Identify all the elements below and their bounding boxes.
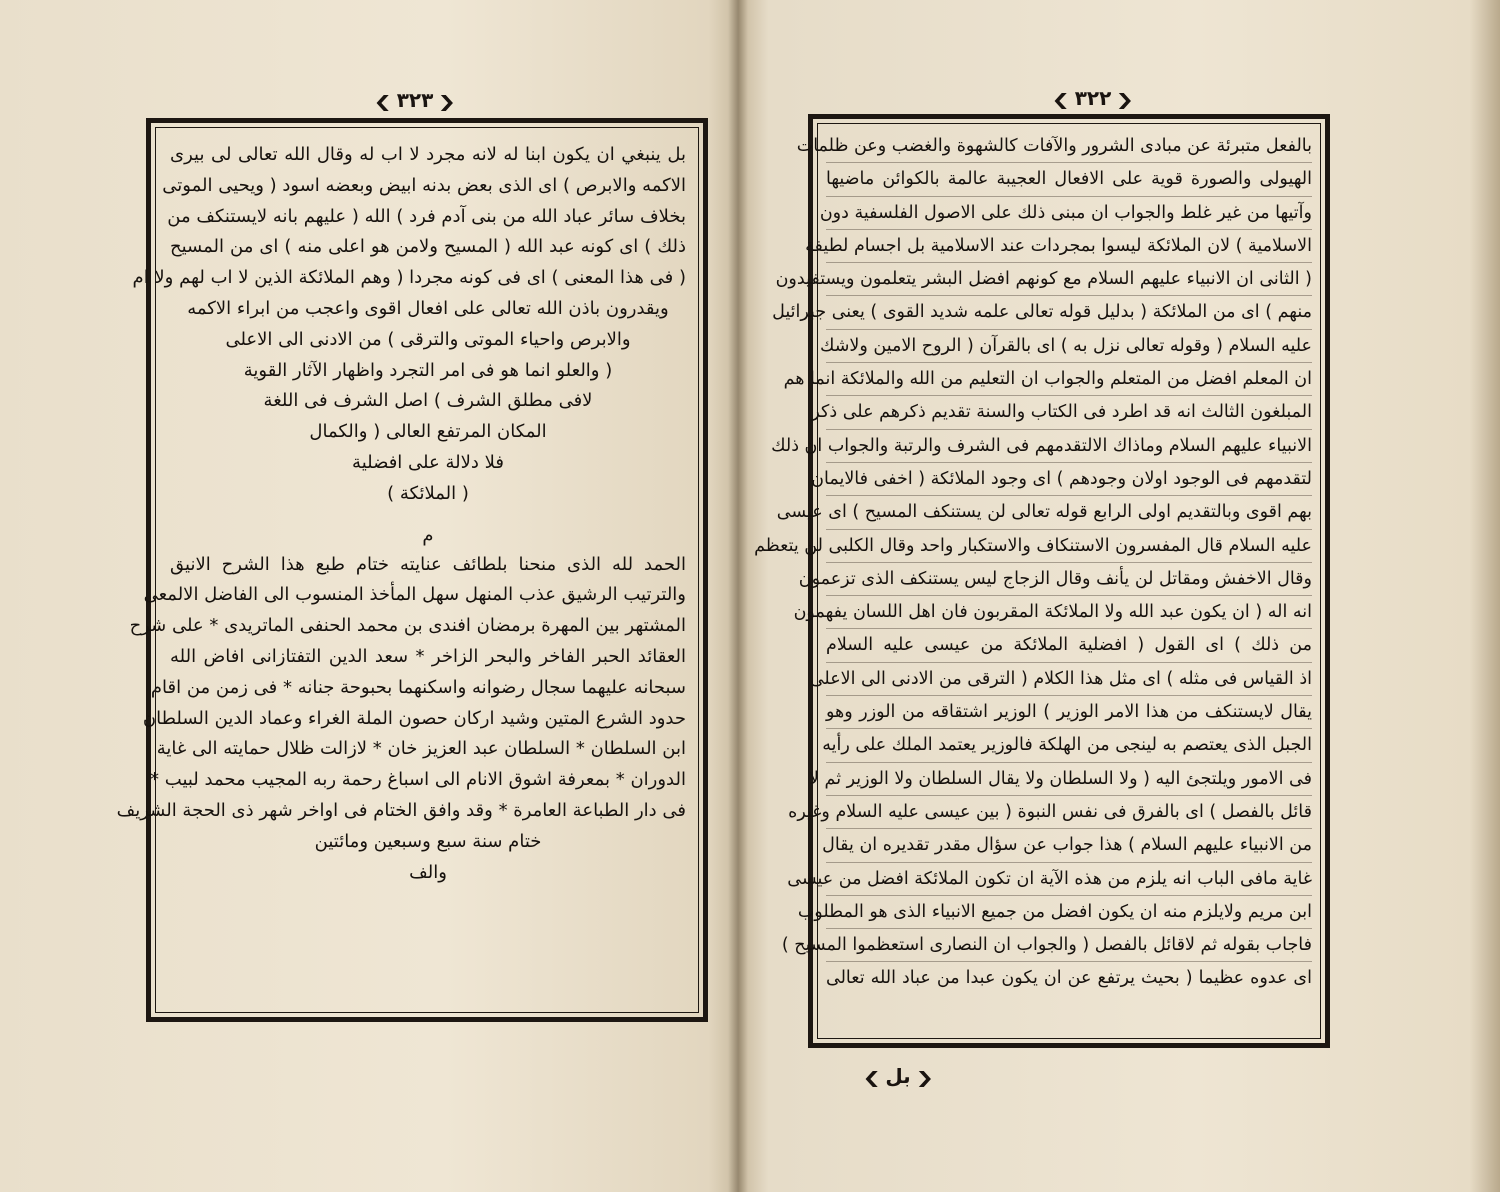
text-line: ذلك ) اى كونه عبد الله ( المسيح ولامن هو اعلى منه ) اى من المسيح	[170, 236, 686, 258]
text-line: غاية مافى الباب انه يلزم من هذه الآية ان تكون الملائكة افضل من عيسى	[826, 863, 1312, 896]
right-page	[738, 0, 1500, 1192]
text-line: ابن مريم ولايلزم منه ان يكون افضل من جميع الانبياء الذى هو المطلوب	[826, 896, 1312, 929]
text-line: والترتيب الرشيق عذب المنهل سهل المأخذ المنسوب الى الفاضل الالمعى	[143, 584, 686, 606]
left-page-text	[116, 140, 686, 888]
text-line: ( الثانى ان الانبياء عليهم السلام مع كونهم افضل البشر يتعلمون ويستفيدون	[826, 263, 1312, 296]
ornament-icon: ❯	[914, 1068, 934, 1087]
text-line: ( الملائكة )	[387, 482, 469, 504]
ornament-icon: ❮	[1051, 90, 1071, 109]
catchword-text: بل	[885, 1064, 911, 1088]
ornament-icon: ❯	[1115, 90, 1135, 109]
text-line: ويقدرون باذن الله تعالى على افعال اقوى واعجب من ابراء الاكمه	[187, 297, 669, 319]
text-line: المشتهر بين المهرة برمضان افندى بن محمد الحنفى الماتريدى * على شرح	[129, 615, 686, 637]
book-gutter	[728, 0, 748, 1192]
ornament-icon: ❮	[862, 1068, 882, 1087]
text-line: الجبل الذى يعتصم به لينجى من الهلكة فالوزير يعتمد الملك على رأيه	[826, 729, 1312, 762]
text-line: الدوران * بمعرفة اشوق الانام الى اسباغ رحمة ربه المجيب محمد لبيب *	[150, 769, 686, 791]
text-line: اذ القياس فى مثله ) اى مثل هذا الكلام ( الترقى من الادنى الى الاعلى	[826, 663, 1312, 696]
text-line: فى الامور ويلتجئ اليه ( ولا السلطان ولا يقال السلطان ولا الوزير ثم لا	[826, 763, 1312, 796]
left-page-number-text: ٣٢٣	[396, 88, 434, 112]
text-line: لافى مطلق الشرف ) اصل الشرف فى اللغة	[263, 390, 593, 412]
text-line: ( والعلو انما هو فى امر التجرد واظهار الآثار القوية	[243, 359, 613, 381]
text-line: الحمد لله الذى منحنا بلطائف عنايته ختام طبع هذا الشرح الانيق	[170, 553, 686, 575]
text-line: العقائد الحبر الفاخر والبحر الزاخر * سعد الدين التفتازانى افاض الله	[170, 645, 686, 667]
text-line: عليه السلام ( وقوله تعالى نزل به ) اى بالقرآن ( الروح الامين ولاشك	[826, 330, 1312, 363]
text-line: الاكمه والابرص ) اى الذى بعض بدنه ابيض وبعضه اسود ( ويحيى الموتى	[162, 174, 686, 196]
text-line: بهم اقوى وبالتقديم اولى الرابع قوله تعالى لن يستنكف المسيح ) اى عيسى	[826, 496, 1312, 529]
text-line: لتقدمهم فى الوجود اولان وجودهم ) اى وجود الملائكة ( اخفى فالايمان	[826, 463, 1312, 496]
text-line: والابرص واحياء الموتى والترقى ) من الادنى الى الاعلى	[225, 328, 631, 350]
text-line: ان المعلم افضل من المتعلم والجواب ان التعليم من الله والملائكة انما هم	[826, 363, 1312, 396]
right-page-text	[754, 130, 1312, 995]
ornament-icon: ❮	[373, 92, 393, 111]
text-line: المكان المرتفع العالى ( والكمال	[309, 421, 547, 443]
text-line: بخلاف سائر عباد الله من بنى آدم فرد ) الله ( عليهم بانه لايستنكف من	[167, 205, 686, 227]
text-line: بل ينبغي ان يكون ابنا له لانه مجرد لا اب له وقال الله تعالى لى بيرى	[170, 144, 686, 165]
text-line: فاجاب بقوله ثم لاقائل بالفصل ( والجواب ان النصارى استعظموا المسيح )	[826, 929, 1312, 962]
text-line: اى عدوه عظيما ( بحيث يرتفع عن ان يكون عبدا من عباد الله تعالى	[826, 968, 1312, 989]
text-line: منهم ) اى من الملائكة ( بدليل قوله تعالى علمه شديد القوى ) يعنى جبرائيل	[826, 296, 1312, 329]
text-line: المبلغون الثالث انه قد اطرد فى الكتاب والسنة تقديم ذكرهم على ذكر	[826, 396, 1312, 429]
text-line: ابن السلطان * السلطان عبد العزيز خان * لازالت ظلال حمايته الى غاية	[156, 738, 686, 760]
text-line: والف	[409, 861, 447, 883]
text-line: فى دار الطباعة العامرة * وقد وافق الختام فى اواخر شهر ذى الحجة الشريف	[116, 799, 686, 821]
catchword	[858, 1064, 938, 1088]
section-mark: م	[422, 524, 434, 546]
text-line: ختام سنة سبع وسبعين ومائتين	[314, 830, 542, 852]
ornament-icon: ❯	[437, 92, 457, 111]
text-line: الانبياء عليهم السلام وماذاك الالتقدمهم فى الشرف والرتبة والجواب ان ذلك	[826, 430, 1312, 463]
text-line: حدود الشرع المتين وشيد اركان حصون الملة الغراء وعماد الدين السلطان	[142, 707, 686, 729]
right-page-number-text: ٣٢٢	[1074, 86, 1112, 110]
text-line: بالفعل متبرئة عن مبادى الشرور والآفات كالشهوة والغضب وعن ظلمات	[826, 130, 1312, 163]
right-page-number	[1038, 86, 1148, 110]
text-line: قائل بالفصل ) اى بالفرق فى نفس النبوة ( بين عيسى عليه السلام وغيره	[826, 796, 1312, 829]
text-line: انه اله ( ان يكون عبد الله ولا الملائكة المقربون فان اهل اللسان يفهمون	[826, 596, 1312, 629]
text-line: الاسلامية ) لان الملائكة ليسوا بمجردات عند الاسلامية بل اجسام لطيفة	[826, 230, 1312, 263]
text-line: سبحانه عليهما سجال رضوانه واسكنهما بحبوحة جنانه * فى زمن من اقام	[150, 676, 686, 698]
text-line: من ذلك ) اى القول ( افضلية الملائكة من عيسى عليه السلام	[826, 629, 1312, 662]
left-page	[0, 0, 738, 1192]
text-line: عليه السلام قال المفسرون الاستنكاف والاستكبار واحد وقال الكلبى لن يتعظم	[826, 530, 1312, 563]
text-line: يقال لايستنكف من هذا الامر الوزير ) الوزير اشتقاقه من الوزر وهو	[826, 696, 1312, 729]
text-line: ( فى هذا المعنى ) اى فى كونه مجردا ( وهم الملائكة الذين لا اب لهم ولا ام	[132, 267, 686, 289]
left-page-number	[360, 88, 470, 112]
text-line: الهيولى والصورة قوية على الافعال العجيبة عالمة بالكوائن ماضيها	[826, 163, 1312, 196]
text-line: فلا دلالة على افضلية	[352, 451, 504, 473]
text-line: وقال الاخفش ومقاتل لن يأنف وقال الزجاج ليس يستنكف الذى تزعمون	[826, 563, 1312, 596]
text-line: من الانبياء عليهم السلام ) هذا جواب عن سؤال مقدر تقديره ان يقال	[826, 829, 1312, 862]
text-line: وآتيها من غير غلط والجواب ان مبنى ذلك على الاصول الفلسفية دون	[826, 197, 1312, 230]
